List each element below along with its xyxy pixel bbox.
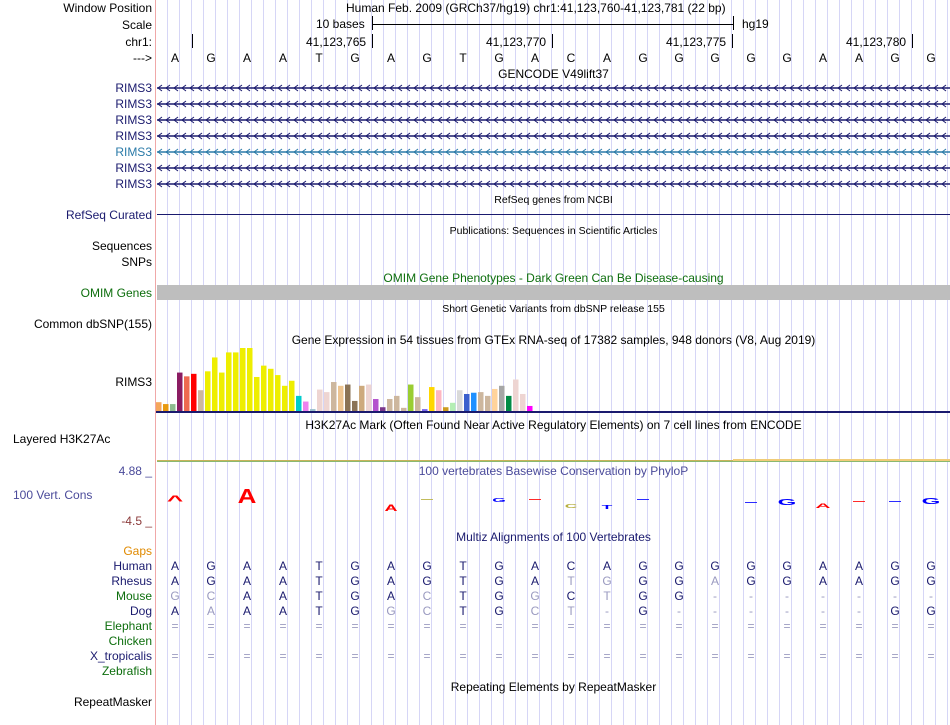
gencode-transcript-label[interactable]: RIMS3: [115, 145, 152, 159]
multiz-alignment-base: T: [459, 559, 467, 573]
conservation-logo-glyph: —: [529, 495, 541, 505]
multiz-species-label[interactable]: Elephant: [104, 619, 152, 633]
multiz-alignment-base: C: [566, 589, 576, 603]
multiz-alignment-base: =: [819, 649, 827, 663]
multiz-species-label[interactable]: Dog: [129, 604, 152, 618]
position-label-4: 41,123,780: [846, 35, 907, 49]
multiz-alignment-base: A: [386, 559, 395, 573]
window-position-label: Window Position: [63, 1, 152, 15]
multiz-alignment-base: =: [891, 619, 899, 633]
multiz-alignment-base: C: [530, 604, 540, 618]
multiz-alignment-base: G: [350, 574, 360, 588]
conservation-logo-glyph: —: [745, 498, 757, 508]
sequence-base: A: [170, 51, 179, 65]
multiz-species-label[interactable]: Zebrafish: [101, 664, 152, 678]
gtex-label[interactable]: RIMS3: [115, 375, 152, 389]
conservation-logo-glyph: A: [815, 502, 831, 510]
h3k27ac-title[interactable]: H3K27Ac Mark (Often Found Near Active Regulatory Elements) on 7 cell lines from ENCODE: [305, 418, 802, 432]
multiz-alignment-base: G: [422, 559, 432, 573]
multiz-alignment-base: =: [855, 649, 863, 663]
multiz-alignment-base: =: [927, 619, 935, 633]
multiz-alignment-base: =: [639, 649, 647, 663]
multiz-alignment-base: G: [494, 604, 504, 618]
cons-ymax: 4.88 _: [118, 464, 152, 478]
multiz-alignment-base: C: [566, 559, 576, 573]
multiz-alignment-base: -: [713, 589, 717, 603]
multiz-alignment-base: -: [785, 589, 789, 603]
sequence-base: G: [890, 51, 900, 65]
position-label-2: 41,123,770: [486, 35, 547, 49]
multiz-alignment-base: -: [605, 604, 609, 618]
multiz-alignment-base: G: [710, 559, 720, 573]
h3k27ac-label[interactable]: Layered H3K27Ac: [13, 432, 111, 446]
multiz-alignment-base: A: [278, 559, 287, 573]
multiz-alignment-base: =: [927, 649, 935, 663]
conservation-logo-glyph: C: [564, 503, 578, 510]
position-label-3: 41,123,775: [666, 35, 727, 49]
multiz-alignment-base: -: [749, 589, 753, 603]
chrom-label: chr1:: [125, 35, 152, 49]
sequence-base: A: [242, 51, 251, 65]
multiz-alignment-base: C: [206, 589, 216, 603]
dbsnp-label[interactable]: Common dbSNP(155): [33, 317, 152, 331]
multiz-alignment-base: A: [278, 604, 287, 618]
multiz-alignment-base: =: [171, 619, 179, 633]
multiz-alignment-base: =: [675, 649, 683, 663]
gencode-transcript-label[interactable]: RIMS3: [115, 161, 152, 175]
multiz-alignment-base: G: [170, 589, 180, 603]
multiz-alignment-base: =: [639, 619, 647, 633]
conservation-logo-glyph: —: [637, 495, 649, 505]
gencode-transcript-label[interactable]: RIMS3: [115, 113, 152, 127]
cons-label[interactable]: 100 Vert. Cons: [13, 488, 93, 502]
sequence-base: T: [459, 51, 467, 65]
publications-label-sequences[interactable]: Sequences: [91, 239, 152, 253]
sequence-base: G: [710, 51, 720, 65]
multiz-alignment-base: G: [746, 559, 756, 573]
scale-label: Scale: [121, 18, 152, 32]
position-label-1: 41,123,765: [306, 35, 367, 49]
multiz-alignment-base: G: [530, 589, 540, 603]
multiz-alignment-base: G: [890, 604, 900, 618]
multiz-alignment-base: -: [677, 604, 681, 618]
multiz-alignment-base: A: [170, 574, 179, 588]
sequence-base: A: [386, 51, 395, 65]
multiz-alignment-base: =: [603, 619, 611, 633]
multiz-alignment-base: A: [386, 589, 395, 603]
multiz-alignment-base: =: [171, 649, 179, 663]
conservation-logo-glyph: —: [889, 497, 901, 507]
multiz-alignment-base: =: [459, 619, 467, 633]
multiz-alignment-base: -: [821, 589, 825, 603]
multiz-alignment-base: =: [351, 619, 359, 633]
multiz-alignment-base: T: [567, 604, 575, 618]
conservation-logo-glyph: G: [492, 497, 506, 504]
multiz-alignment-base: =: [747, 649, 755, 663]
multiz-alignment-base: =: [423, 619, 431, 633]
sequence-base: G: [494, 51, 504, 65]
multiz-alignment-base: C: [422, 589, 432, 603]
multiz-alignment-base: A: [818, 574, 827, 588]
multiz-alignment-base: =: [279, 649, 287, 663]
omim-label[interactable]: OMIM Genes: [80, 286, 152, 300]
multiz-alignment-base: =: [387, 619, 395, 633]
multiz-alignment-base: =: [819, 619, 827, 633]
conservation-logo-glyph: ^: [166, 492, 184, 509]
multiz-alignment-base: =: [243, 619, 251, 633]
multiz-title[interactable]: Multiz Alignments of 100 Vertebrates: [456, 530, 651, 544]
multiz-alignment-base: G: [386, 604, 396, 618]
sequence-base: G: [782, 51, 792, 65]
multiz-alignment-base: G: [494, 559, 504, 573]
multiz-gaps-label[interactable]: Gaps: [123, 544, 152, 558]
conservation-logo-glyph: —: [853, 497, 865, 507]
multiz-alignment-base: =: [387, 649, 395, 663]
multiz-alignment-base: A: [602, 559, 611, 573]
scale-db: hg19: [742, 17, 769, 31]
sequence-base: A: [854, 51, 863, 65]
multiz-alignment-base: T: [567, 574, 575, 588]
multiz-alignment-base: -: [857, 589, 861, 603]
multiz-alignment-base: G: [638, 604, 648, 618]
multiz-alignment-base: G: [638, 574, 648, 588]
multiz-species-label[interactable]: X_tropicalis: [89, 649, 152, 663]
multiz-alignment-base: G: [638, 589, 648, 603]
refseq-label[interactable]: RefSeq Curated: [65, 208, 152, 222]
multiz-alignment-base: T: [459, 604, 467, 618]
sequence-base: G: [674, 51, 684, 65]
strand-label: --->: [133, 51, 152, 65]
multiz-species-label[interactable]: Human: [113, 559, 152, 573]
multiz-alignment-base: =: [747, 619, 755, 633]
multiz-alignment-base: G: [890, 559, 900, 573]
multiz-alignment-base: -: [713, 604, 717, 618]
multiz-alignment-base: G: [494, 574, 504, 588]
multiz-alignment-base: G: [638, 559, 648, 573]
sequence-base: T: [315, 51, 323, 65]
multiz-alignment-base: =: [315, 619, 323, 633]
multiz-alignment-base: G: [746, 574, 756, 588]
multiz-alignment-base: T: [315, 559, 323, 573]
sequence-base: G: [422, 51, 432, 65]
multiz-alignment-base: T: [315, 574, 323, 588]
multiz-species-label[interactable]: Rhesus: [111, 574, 152, 588]
multiz-alignment-base: G: [422, 574, 432, 588]
multiz-alignment-base: =: [207, 649, 215, 663]
multiz-alignment-base: G: [494, 589, 504, 603]
sequence-base: A: [818, 51, 827, 65]
multiz-alignment-base: -: [785, 604, 789, 618]
multiz-alignment-base: G: [926, 604, 936, 618]
multiz-alignment-base: G: [674, 574, 684, 588]
multiz-species-label[interactable]: Chicken: [108, 634, 152, 648]
multiz-alignment-base: G: [350, 604, 360, 618]
gtex-title[interactable]: Gene Expression in 54 tissues from GTEx RNA-seq of 17382 samples, 948 donors (V8, Aug 2019): [291, 333, 816, 347]
dbsnp-title[interactable]: Short Genetic Variants from dbSNP release 155: [442, 303, 665, 315]
multiz-alignment-base: =: [207, 619, 215, 633]
multiz-alignment-base: G: [782, 559, 792, 573]
multiz-alignment-base: A: [386, 574, 395, 588]
multiz-alignment-base: G: [206, 559, 216, 573]
publications-title[interactable]: Publications: Sequences in Scientific Articles: [449, 225, 658, 237]
multiz-alignment-base: =: [495, 649, 503, 663]
multiz-alignment-base: =: [711, 649, 719, 663]
multiz-alignment-base: =: [315, 649, 323, 663]
refseq-title[interactable]: RefSeq genes from NCBI: [494, 194, 613, 206]
multiz-alignment-base: A: [710, 574, 719, 588]
sequence-base: A: [278, 51, 287, 65]
conservation-logo-glyph: A: [237, 484, 257, 508]
multiz-alignment-base: =: [279, 619, 287, 633]
multiz-alignment-base: =: [531, 649, 539, 663]
multiz-alignment-base: G: [782, 574, 792, 588]
gencode-title[interactable]: GENCODE V49lift37: [498, 67, 609, 81]
multiz-alignment-base: -: [857, 604, 861, 618]
sequence-base: G: [926, 51, 936, 65]
multiz-alignment-base: =: [423, 649, 431, 663]
sequence-base: A: [530, 51, 539, 65]
multiz-alignment-base: =: [351, 649, 359, 663]
multiz-alignment-base: T: [459, 574, 467, 588]
sequence-base: G: [350, 51, 360, 65]
multiz-alignment-base: =: [855, 619, 863, 633]
multiz-alignment-base: =: [675, 619, 683, 633]
sequence-base: A: [602, 51, 611, 65]
multiz-alignment-base: G: [674, 559, 684, 573]
gencode-transcript-label[interactable]: RIMS3: [115, 81, 152, 95]
multiz-alignment-base: A: [170, 604, 179, 618]
multiz-alignment-base: T: [315, 604, 323, 618]
multiz-alignment-base: T: [315, 589, 323, 603]
sequence-base: C: [566, 51, 576, 65]
multiz-alignment-base: A: [242, 559, 251, 573]
multiz-alignment-base: A: [242, 574, 251, 588]
multiz-alignment-base: G: [602, 574, 612, 588]
multiz-alignment-base: =: [531, 619, 539, 633]
conservation-logo-glyph: G: [921, 496, 941, 506]
multiz-alignment-base: A: [530, 574, 539, 588]
multiz-alignment-base: A: [242, 604, 251, 618]
multiz-alignment-base: =: [567, 619, 575, 633]
multiz-alignment-base: =: [783, 619, 791, 633]
multiz-alignment-base: A: [818, 559, 827, 573]
multiz-alignment-base: -: [821, 604, 825, 618]
cons-title[interactable]: 100 vertebrates Basewise Conservation by PhyloP: [418, 464, 689, 478]
gencode-transcript-label[interactable]: RIMS3: [115, 97, 152, 111]
multiz-alignment-base: G: [890, 574, 900, 588]
multiz-alignment-base: G: [350, 589, 360, 603]
multiz-alignment-base: =: [891, 649, 899, 663]
gencode-transcript-label[interactable]: RIMS3: [115, 129, 152, 143]
cons-ymin: -4.5 _: [121, 514, 152, 528]
multiz-alignment-base: A: [278, 589, 287, 603]
sequence-base: G: [746, 51, 756, 65]
multiz-alignment-base: G: [350, 559, 360, 573]
multiz-alignment-base: -: [929, 589, 933, 603]
multiz-alignment-base: G: [206, 574, 216, 588]
multiz-alignment-base: G: [674, 589, 684, 603]
multiz-alignment-base: A: [242, 589, 251, 603]
multiz-alignment-base: =: [711, 619, 719, 633]
multiz-alignment-base: =: [243, 649, 251, 663]
multiz-alignment-base: A: [530, 559, 539, 573]
assembly-position-text: Human Feb. 2009 (GRCh37/hg19) chr1:41,123,760-41,123,781 (22 bp): [346, 1, 726, 15]
conservation-logo-glyph: —: [421, 495, 433, 505]
multiz-alignment-base: A: [206, 604, 215, 618]
gencode-transcript-label[interactable]: RIMS3: [115, 177, 152, 191]
multiz-alignment-base: A: [278, 574, 287, 588]
repeatmasker-title[interactable]: Repeating Elements by RepeatMasker: [450, 680, 657, 694]
conservation-logo-glyph: A: [384, 503, 398, 514]
multiz-alignment-base: T: [459, 589, 467, 603]
multiz-alignment-base: =: [459, 649, 467, 663]
multiz-alignment-base: =: [783, 649, 791, 663]
conservation-logo-glyph: T: [601, 504, 613, 511]
multiz-alignment-base: =: [495, 619, 503, 633]
multiz-alignment-base: =: [567, 649, 575, 663]
multiz-alignment-base: A: [170, 559, 179, 573]
multiz-alignment-base: G: [926, 559, 936, 573]
multiz-alignment-base: -: [893, 589, 897, 603]
multiz-alignment-base: -: [749, 604, 753, 618]
sequence-base: G: [206, 51, 216, 65]
multiz-alignment-base: T: [603, 589, 611, 603]
multiz-alignment-base: A: [854, 559, 863, 573]
conservation-logo-glyph: G: [777, 497, 797, 507]
multiz-alignment-base: G: [926, 574, 936, 588]
multiz-alignment-base: A: [854, 574, 863, 588]
scale-text: 10 bases: [316, 17, 365, 31]
publications-label-snps[interactable]: SNPs: [121, 255, 152, 269]
multiz-species-label[interactable]: Mouse: [115, 589, 152, 603]
omim-title[interactable]: OMIM Gene Phenotypes - Dark Green Can Be Disease-causing: [383, 271, 724, 285]
sequence-base: G: [638, 51, 648, 65]
multiz-alignment-base: C: [422, 604, 432, 618]
multiz-alignment-base: =: [603, 649, 611, 663]
repeatmasker-label[interactable]: RepeatMasker: [73, 695, 152, 709]
